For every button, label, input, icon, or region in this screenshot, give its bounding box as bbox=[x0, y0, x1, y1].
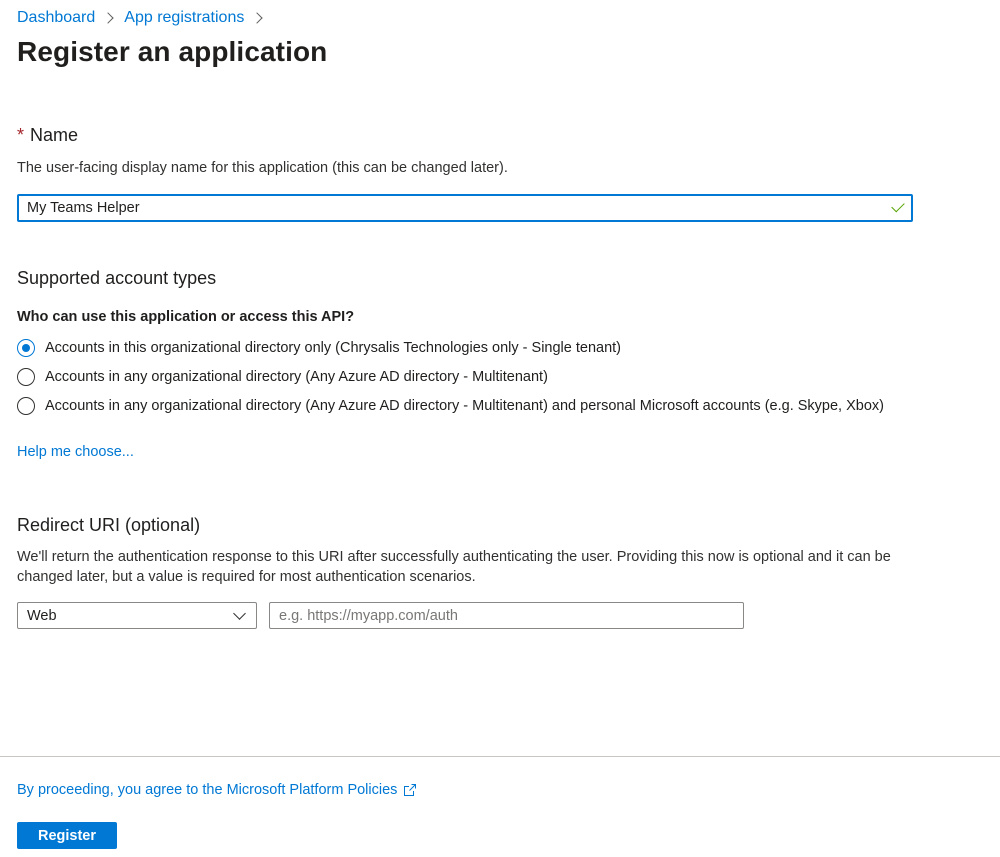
help-me-choose-link[interactable]: Help me choose... bbox=[17, 444, 134, 460]
redirect-uri-title: Redirect URI (optional) bbox=[17, 515, 201, 535]
checkmark-icon bbox=[891, 198, 904, 211]
platform-policies-text: By proceeding, you agree to the Microsoft Platform Policies bbox=[17, 782, 398, 798]
redirect-uri-description-line1: We'll return the authentication response to this URI after successfully authenticating the user. Providing this now is optional and it can be bbox=[17, 549, 891, 565]
account-types-question: Who can use this application or access this API? bbox=[17, 309, 355, 325]
redirect-uri-description-line2: changed later, but a value is required for most authentication scenarios. bbox=[17, 569, 476, 585]
radio-button-selected[interactable] bbox=[17, 339, 35, 357]
platform-select[interactable] bbox=[17, 602, 257, 629]
account-type-option-multitenant[interactable] bbox=[17, 368, 548, 386]
account-type-option-single-tenant[interactable] bbox=[17, 339, 621, 357]
account-type-option-label: Accounts in any organizational directory (Any Azure AD directory - Multitenant) and personal Microsoft accounts (e.g. Skype, Xbox) bbox=[45, 398, 884, 414]
radio-button[interactable] bbox=[17, 368, 35, 386]
chevron-down-icon bbox=[233, 607, 246, 620]
name-label-text: Name bbox=[30, 125, 79, 145]
account-type-option-multitenant-personal[interactable] bbox=[17, 397, 884, 415]
breadcrumb-dashboard-link[interactable]: Dashboard bbox=[17, 9, 96, 26]
page-title: Register an application bbox=[17, 36, 328, 67]
name-label bbox=[17, 125, 78, 146]
account-type-option-label: Accounts in any organizational directory (Any Azure AD directory - Multitenant) bbox=[45, 369, 548, 385]
name-input[interactable] bbox=[19, 197, 892, 219]
account-types-title: Supported account types bbox=[17, 268, 217, 288]
external-link-icon bbox=[403, 783, 417, 797]
account-type-option-label: Accounts in this organizational directory only (Chrysalis Technologies only - Single tenant) bbox=[45, 340, 621, 356]
required-marker: * bbox=[17, 125, 25, 145]
radio-button[interactable] bbox=[17, 397, 35, 415]
redirect-uri-input[interactable] bbox=[270, 603, 743, 628]
name-description: The user-facing display name for this application (this can be changed later). bbox=[17, 160, 508, 176]
platform-select-value: Web bbox=[27, 607, 57, 624]
register-button[interactable]: Register bbox=[17, 822, 117, 849]
breadcrumb-app-registrations-link[interactable]: App registrations bbox=[124, 9, 245, 26]
footer-divider bbox=[0, 756, 1000, 757]
chevron-right-icon bbox=[103, 12, 114, 23]
chevron-right-icon bbox=[252, 12, 263, 23]
breadcrumb bbox=[17, 9, 273, 27]
redirect-uri-field[interactable] bbox=[269, 602, 744, 629]
name-field[interactable] bbox=[17, 194, 913, 222]
platform-policies-link[interactable] bbox=[17, 782, 417, 798]
